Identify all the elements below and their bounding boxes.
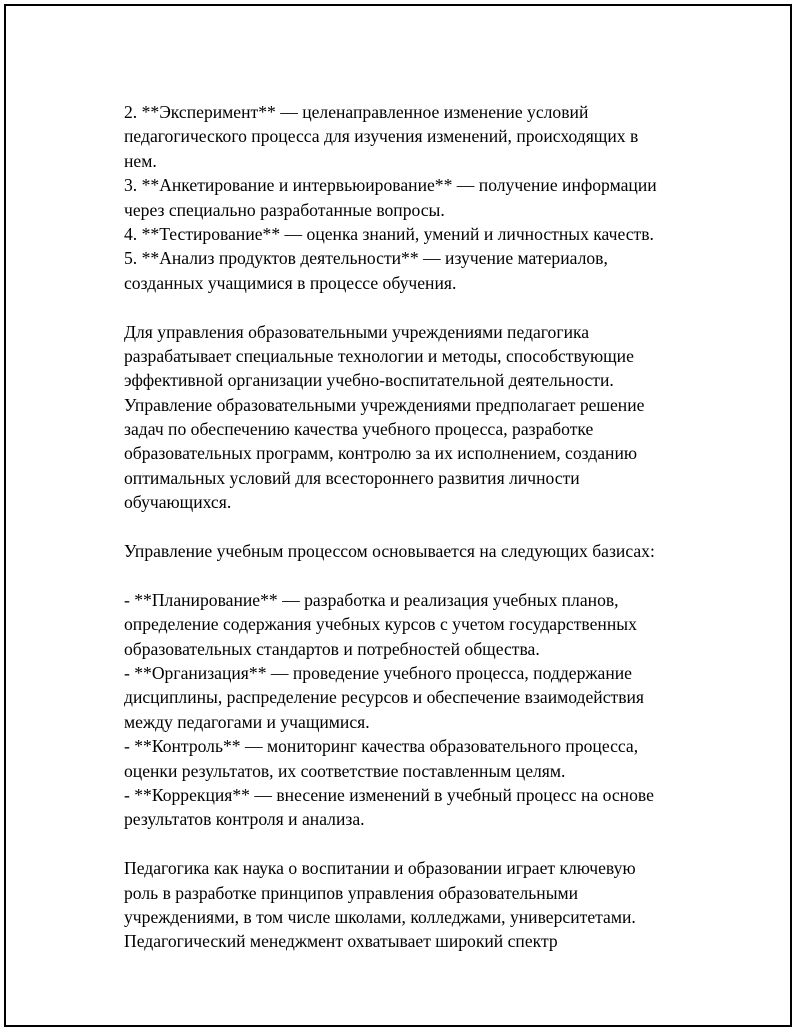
text-line: определение содержания учебных курсов с учетом государственных <box>124 614 637 635</box>
pedagogy-paragraph <box>124 856 724 954</box>
text-line: эффективной организации учебно-воспитательной деятельности. <box>124 370 614 391</box>
text-line: между педагогами и учащимися. <box>124 711 370 732</box>
text-line: - **Организация** — проведение учебного процесса, поддержание <box>124 662 632 683</box>
management-paragraph <box>124 320 724 515</box>
page-frame <box>4 4 792 1027</box>
text-line: 5. **Анализ продуктов деятельности** — изучение материалов, <box>124 248 608 269</box>
paragraph-gap <box>124 295 724 319</box>
paragraph-gap <box>124 563 724 587</box>
text-line: Управление образовательными учреждениями предполагает решение <box>124 394 645 415</box>
text-line: Педагогический менеджмент охватывает широкий спектр <box>124 931 558 952</box>
text-line: 4. **Тестирование** — оценка знаний, умений и личностных качеств. <box>124 223 654 244</box>
text-line: Для управления образовательными учреждениями педагогика <box>124 321 590 342</box>
text-line: учреждениями, в том числе школами, колледжами, университетами. <box>124 906 636 927</box>
text-line: нем. <box>124 150 157 171</box>
text-line: образовательных программ, контролю за их исполнением, созданию <box>124 443 638 464</box>
text-line: оценки результатов, их соответствие поставленным целям. <box>124 760 566 781</box>
bases-list <box>124 588 724 832</box>
paragraph-gap <box>124 832 724 856</box>
methods-list <box>124 100 724 295</box>
text-line: через специально разработанные вопросы. <box>124 199 445 220</box>
text-line: оптимальных условий для всестороннего развития личности <box>124 467 580 488</box>
text-line: Управление учебным процессом основывается на следующих базисах: <box>124 541 655 562</box>
text-line: - **Коррекция** — внесение изменений в учебный процесс на основе <box>124 784 654 805</box>
text-line: результатов контроля и анализа. <box>124 809 365 830</box>
bases-intro <box>124 539 724 563</box>
text-line: Педагогика как наука о воспитании и образовании играет ключевую <box>124 858 636 879</box>
text-line: роль в разработке принципов управления образовательными <box>124 882 579 903</box>
text-line: разрабатывает специальные технологии и методы, способствующие <box>124 345 634 366</box>
text-line: - **Планирование** — разработка и реализация учебных планов, <box>124 589 619 610</box>
text-line: педагогического процесса для изучения изменений, происходящих в <box>124 126 639 147</box>
text-line: задач по обеспечению качества учебного процесса, разработке <box>124 419 594 440</box>
text-line: дисциплины, распределение ресурсов и обеспечение взаимодействия <box>124 687 645 708</box>
text-line: созданных учащимися в процессе обучения. <box>124 272 457 293</box>
text-line: - **Контроль** — мониторинг качества образовательного процесса, <box>124 736 639 757</box>
paragraph-gap <box>124 515 724 539</box>
text-line: обучающихся. <box>124 492 232 513</box>
text-line: образовательных стандартов и потребностей общества. <box>124 638 540 659</box>
text-line: 2. **Эксперимент** — целенаправленное изменение условий <box>124 102 589 122</box>
text-line: 3. **Анкетирование и интервьюирование** — получение информации <box>124 175 657 196</box>
document-body <box>124 100 724 954</box>
